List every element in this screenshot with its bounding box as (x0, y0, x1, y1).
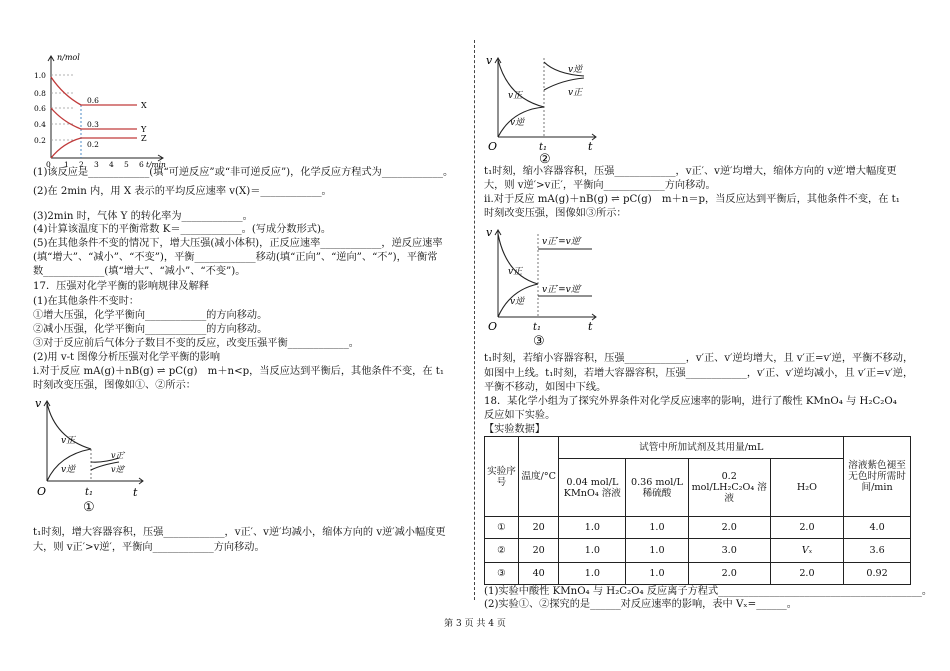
table-row (485, 517, 911, 539)
header-h2so4: 0.36 mol/L 稀硫酸 (626, 459, 688, 517)
label-z: Z (141, 134, 147, 143)
cell-no: ③ (485, 563, 519, 585)
ytick-5: 0.2 (34, 136, 46, 145)
cell-time: 3.6 (844, 539, 911, 563)
section-17-1a: ①增大压强，化学平衡向____________的方向移动。 (33, 310, 268, 321)
g1-v-zheng: v正 (61, 436, 76, 446)
cell-water: Vₓ (770, 539, 843, 563)
graph-2-text-line1: t₁时刻，缩小容器容积，压强____________，v正′、v逆′均增大，缩体方向的 v逆′增大幅度更 (484, 166, 897, 177)
g2-caption: ② (539, 152, 551, 165)
header-reagents: 试管中所加试剂及其用量/mL (559, 437, 844, 459)
value-z: 0.2 (87, 140, 99, 149)
mole-time-graph (33, 50, 173, 168)
question-5-line3: 数____________(填“增大”、“减小”、“不变”)。 (33, 266, 246, 277)
g2-v-ni: v逆 (510, 118, 525, 128)
section-17-2: (2)用 v-t 图像分析压强对化学平衡的影响 (33, 352, 221, 363)
g2-v-zheng-prime: v正 (568, 88, 583, 98)
section-18-line1: 18．某化学小组为了探究外界条件对化学反应速率的影响，进行了酸性 KMnO₄ 与 H₂C₂O₄ (484, 396, 897, 407)
question-5-line1: (5)在其他条件不变的情况下，增大压强(减小体积)，正反应速率____________，逆反应速率 (33, 238, 443, 249)
vt-graph-1 (33, 393, 173, 518)
g1-origin: O (37, 485, 47, 498)
section-17-1b: ②减小压强，化学平衡向____________的方向移动。 (33, 324, 268, 335)
g1-v-zheng-prime: v正′ (111, 451, 126, 460)
page-footer: 第 3 页 共 4 页 (444, 619, 506, 629)
g3-lower-eq: v正′=v逆′ (542, 285, 582, 295)
xtick-4: 4 (109, 160, 114, 168)
g1-t1: t₁ (85, 487, 94, 498)
section-17-title: 17．压强对化学平衡的影响规律及解释 (33, 281, 209, 292)
question-2: (2)在 2min 内，用 X 表示的平均反应速率 v(X)＝____________。 (33, 186, 332, 197)
section-17-2i-line2: 时刻改变压强，图像如①、②所示： (33, 380, 196, 391)
question-3: (3)2min 时，气体 Y 的转化率为____________。 (33, 211, 253, 222)
cell-temp: 20 (518, 539, 559, 563)
question-5-line2: (填“增大”、“减小”、“不变”)，平衡____________移动(填“正向”、“逆向”、“不”)，平衡常 (33, 252, 438, 263)
xtick-3: 3 (94, 160, 99, 168)
ii-line2: 时刻改变压强，图像如③所示： (484, 208, 627, 219)
g3-upper-eq: v正′=v逆′ (542, 237, 582, 247)
header-no: 实验序号 (485, 437, 519, 517)
g2-v-zheng: v正 (508, 91, 523, 101)
header-h2o: H₂O (770, 459, 843, 517)
cell-no: ② (485, 539, 519, 563)
g1-caption: ① (83, 500, 95, 515)
ytick-2: 0.8 (34, 89, 46, 98)
g3-t-axis: t (588, 320, 593, 333)
section-18-line2: 反应如下实验。 (484, 410, 556, 421)
g2-v-ni-prime: v逆 (568, 65, 583, 75)
cell-oxalic: 2.0 (688, 517, 770, 539)
table-row (485, 563, 911, 585)
vt-graph-2 (484, 50, 614, 165)
x-unit: t/min (146, 160, 166, 168)
value-x: 0.6 (87, 96, 99, 105)
cell-time: 0.92 (844, 563, 911, 585)
g3-v-ni: v逆 (510, 297, 525, 307)
cell-temp: 40 (518, 563, 559, 585)
question-18-2: (2)实验①、②探究的是______对反应速率的影响，表中 Vₓ=______。 (484, 599, 797, 610)
graph-1-text-line2: 大，则 v正′>v逆′，平衡向____________方向移动。 (33, 542, 265, 553)
label-y: Y (141, 125, 147, 134)
g1-v-ni-prime: v逆′ (111, 465, 126, 474)
g2-v-axis: v (486, 54, 493, 67)
g2-t-axis: t (588, 140, 593, 153)
cell-oxalic: 3.0 (688, 539, 770, 563)
cell-time: 4.0 (844, 517, 911, 539)
cell-water: 2.0 (770, 563, 843, 585)
data-title: 【实验数据】 (484, 424, 546, 435)
ytick-1: 1.0 (34, 71, 46, 80)
ytick-3: 0.6 (34, 104, 46, 113)
graph-3-text-line2: 如图中上线。t₁时刻，若增大容器容积，压强____________，v′正、v′逆均减小，且 v′正=v′逆， (484, 368, 914, 379)
g1-v-axis: v (35, 397, 42, 410)
section-17-2i-line1: i.对于反应 mA(g)＋nB(g) ⇌ pC(g) m＋n<p，当反应达到平衡后，其他条件不变，在 t₁ (33, 366, 444, 377)
question-18-1: (1)实验中酸性 KMnO₄ 与 H₂C₂O₄ 反应离子方程式________________________________________。 (484, 586, 933, 597)
g2-origin: O (488, 140, 498, 153)
cell-kmno4: 1.0 (559, 517, 626, 539)
graph-3-text-line1: t₁时刻，若缩小容器容积，压强____________，v′正、v′逆均增大，且 v′正=v′逆，平衡不移动， (484, 353, 914, 364)
g1-v-ni: v逆 (61, 465, 76, 475)
cell-kmno4: 1.0 (559, 563, 626, 585)
question-1: (1)该反应是____________(填“可逆反应”或“非可逆反应”)，化学反应方程式为____________。 (33, 167, 454, 178)
graph-1-text-line1: t₁时刻，增大容器容积，压强____________，v正′、v逆′均减小，缩体方向的 v逆′减小幅度更 (33, 527, 446, 538)
xtick-5: 5 (124, 160, 129, 168)
xtick-1: 1 (64, 160, 69, 168)
vt-graph-3 (484, 220, 614, 350)
graph-3-text-line3: 平衡不移动，如图中下线。 (484, 382, 607, 393)
header-h2c2o4: 0.2 mol/LH₂C₂O₄ 溶液 (688, 459, 770, 517)
g2-t1: t₁ (539, 142, 548, 153)
graph-2-text-line2: 大，则 v逆′>v正′，平衡向____________方向移动。 (484, 180, 716, 191)
cell-water: 2.0 (770, 517, 843, 539)
xtick-6: 6 (139, 160, 144, 168)
graph-ylabel: n/mol (57, 53, 80, 62)
column-divider (474, 40, 475, 600)
g3-v-axis: v (486, 226, 493, 239)
cell-acid: 1.0 (626, 563, 688, 585)
section-17-1: (1)在其他条件不变时： (33, 296, 140, 307)
cell-no: ① (485, 517, 519, 539)
question-4: (4)计算该温度下的平衡常数 K＝____________。(写成分数形式)。 (33, 224, 332, 235)
ytick-4: 0.4 (34, 120, 46, 129)
header-kmno4: 0.04 mol/L KMnO₄ 溶液 (559, 459, 626, 517)
cell-acid: 1.0 (626, 517, 688, 539)
experiment-table (484, 436, 911, 585)
g1-t-axis: t (133, 486, 138, 499)
xtick-0: 0 (46, 160, 51, 168)
g3-v-zheng: v正 (508, 267, 523, 277)
value-y: 0.3 (87, 120, 99, 129)
g3-origin: O (488, 320, 498, 333)
g3-caption: ③ (533, 334, 545, 349)
cell-kmno4: 1.0 (559, 539, 626, 563)
label-x: X (141, 101, 147, 110)
header-time: 溶液紫色褪至无色时所需时间/min (844, 437, 911, 517)
xtick-2: 2 (79, 160, 84, 168)
header-temp: 温度/°C (518, 437, 559, 517)
table-row (485, 539, 911, 563)
cell-acid: 1.0 (626, 539, 688, 563)
g3-t1: t₁ (533, 322, 542, 333)
section-17-1c: ③对于反应前后气体分子数目不变的反应，改变压强平衡____________。 (33, 338, 359, 349)
ii-line1: ii.对于反应 mA(g)＋nB(g) ⇌ pC(g) m＋n＝p，当反应达到平衡后，其他条件不变，在 t₁ (484, 194, 900, 205)
cell-temp: 20 (518, 517, 559, 539)
cell-oxalic: 2.0 (688, 563, 770, 585)
